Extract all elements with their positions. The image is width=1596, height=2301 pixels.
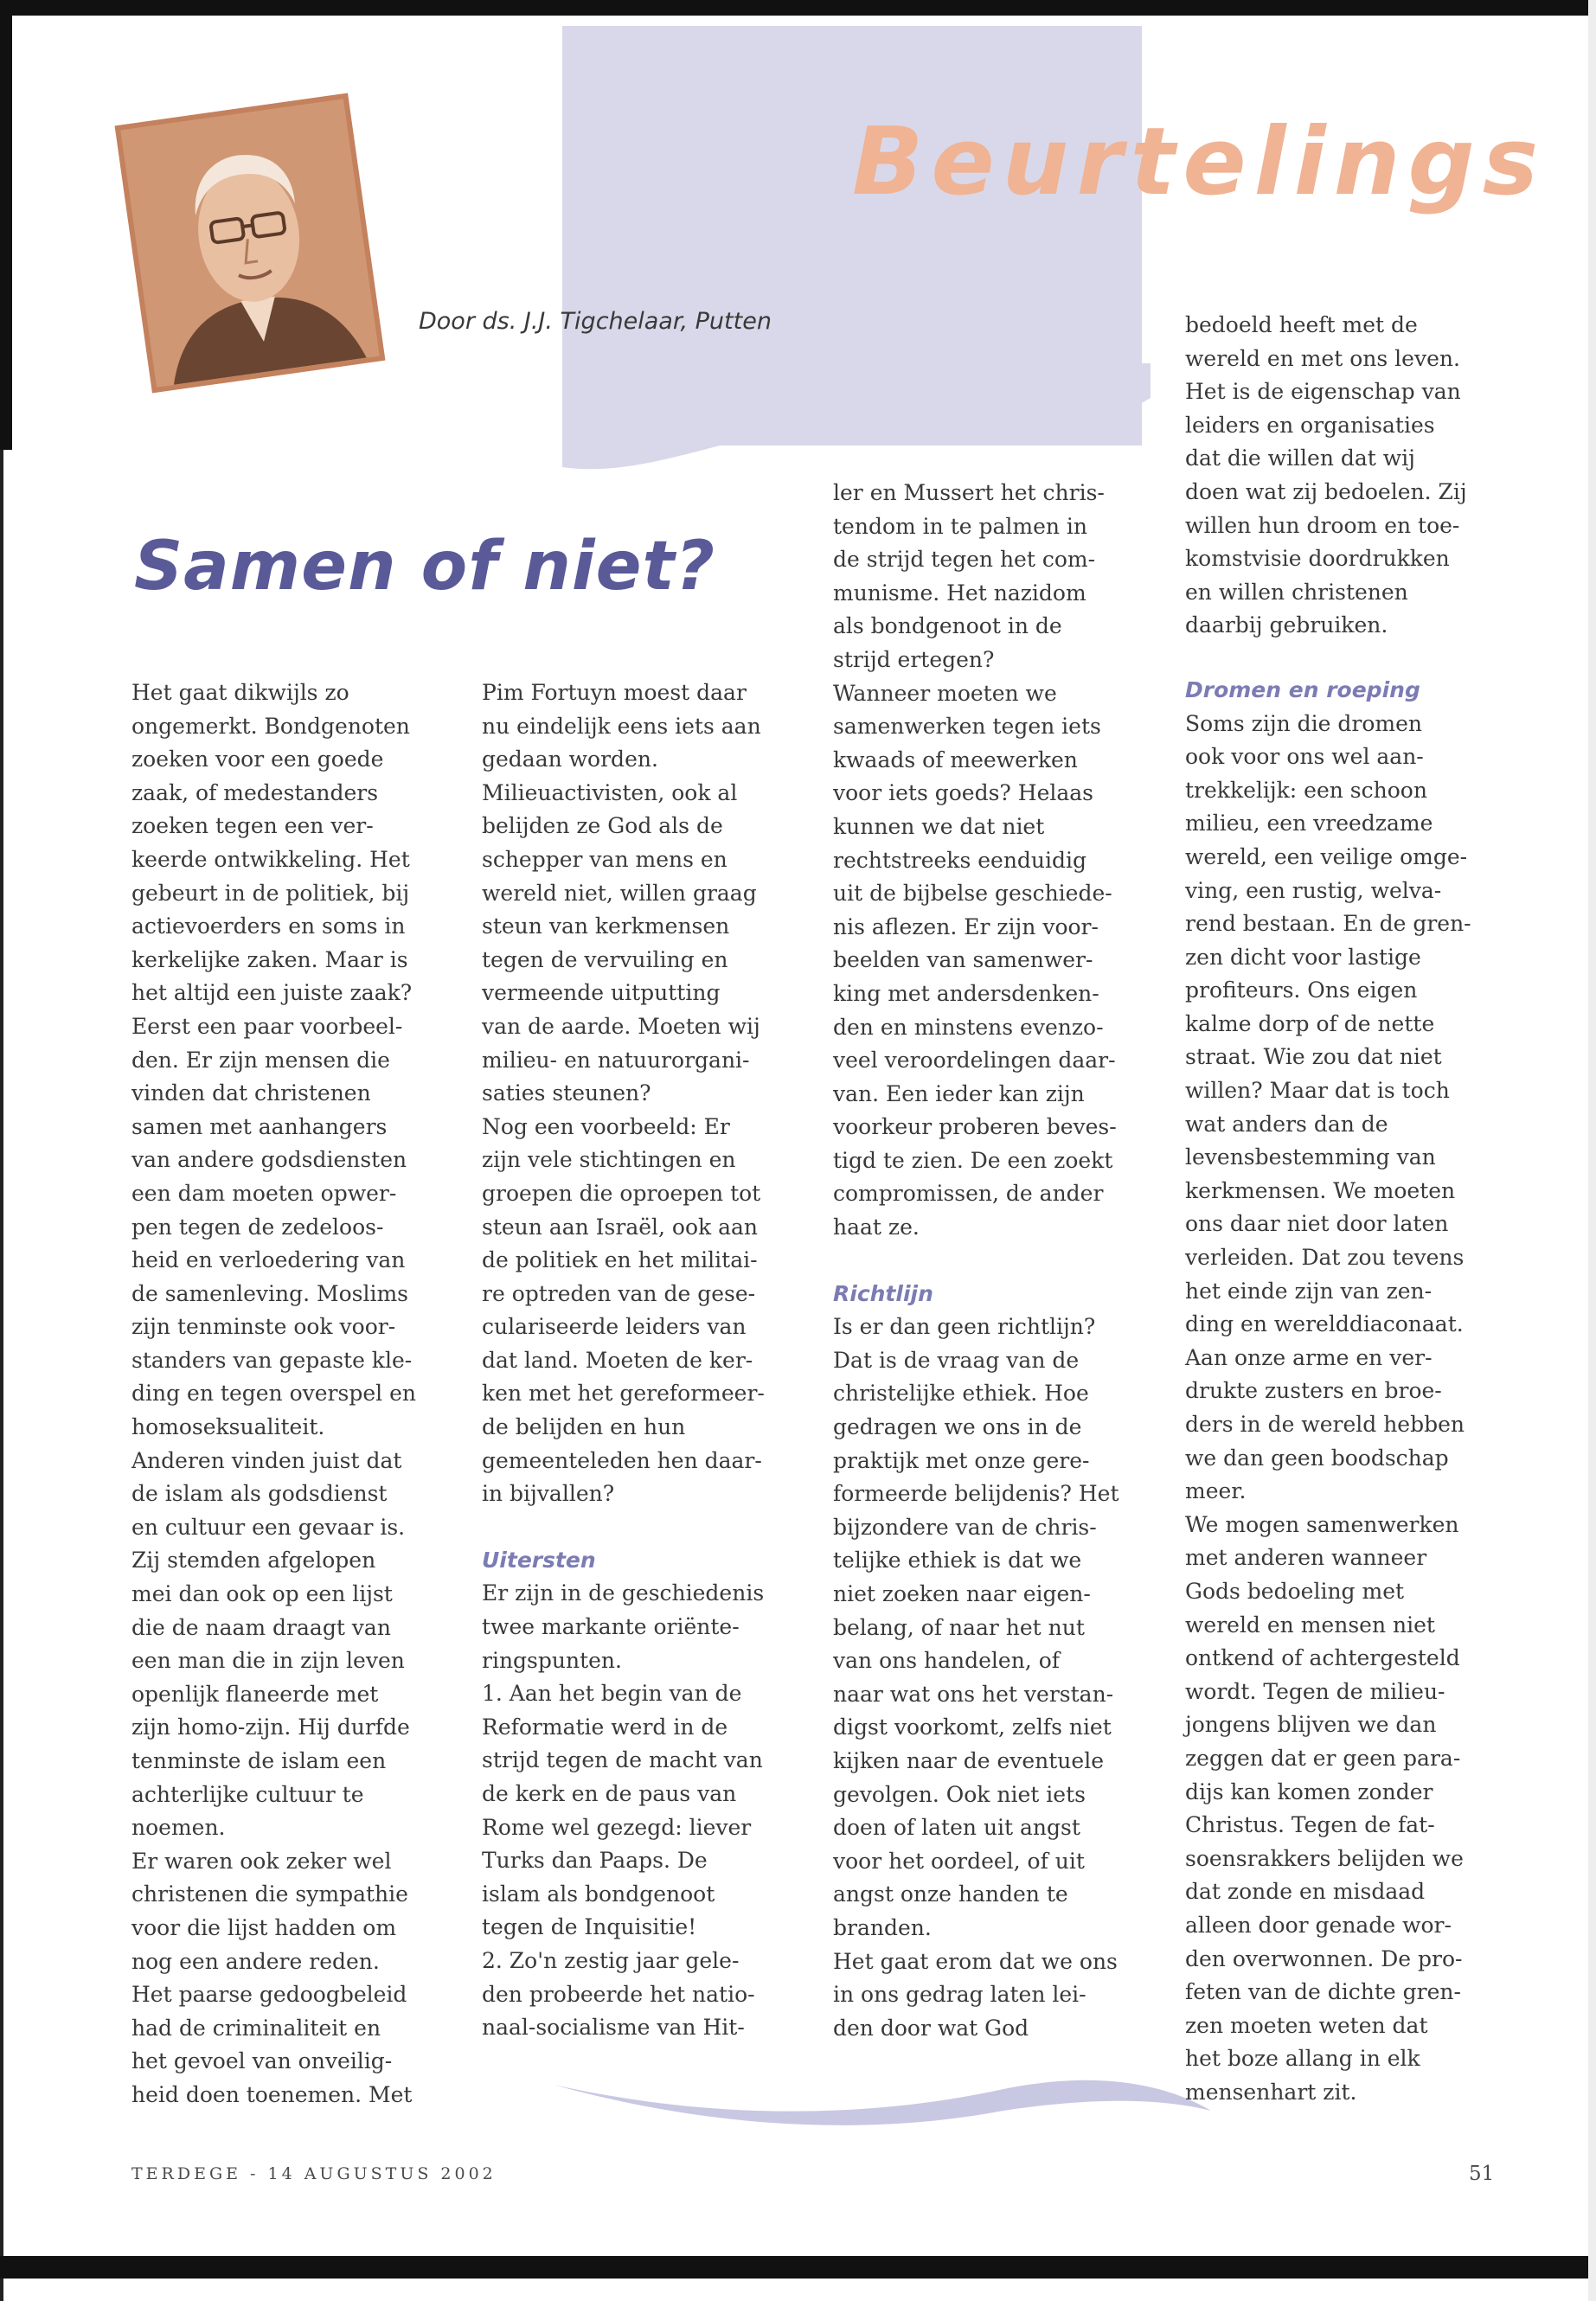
text-line: Soms zijn die dromen xyxy=(1185,710,1422,736)
text-line: Gods bedoeling met xyxy=(1185,1578,1405,1604)
text-line: den overwonnen. De pro- xyxy=(1185,1945,1463,1971)
text-line: gedragen we ons in de xyxy=(833,1414,1082,1440)
text-line: christenen die sympathie xyxy=(131,1881,408,1907)
text-line: jongens blijven we dan xyxy=(1185,1712,1437,1738)
text-line: keerde ontwikkeling. Het xyxy=(131,846,410,872)
text-line: met anderen wanneer xyxy=(1185,1545,1427,1571)
text-line: kwaads of meewerken xyxy=(833,747,1078,772)
text-line: voor iets goeds? Helaas xyxy=(833,780,1094,806)
text-line: compromissen, de ander xyxy=(833,1181,1104,1207)
text-line: zijn vele stichtingen en xyxy=(482,1147,736,1173)
text-line: Is er dan geen richtlijn? xyxy=(833,1314,1096,1340)
text-line: tegen de vervuiling en xyxy=(482,946,728,972)
column-2-body-continued xyxy=(482,1577,802,2044)
text-line: praktijk met onze gere- xyxy=(833,1447,1090,1473)
text-line: die de naam draagt van xyxy=(131,1614,391,1640)
text-line: steun aan Israël, ook aan xyxy=(482,1214,759,1240)
text-line: openlijk flaneerde met xyxy=(131,1681,379,1707)
text-line: en willen christenen xyxy=(1185,579,1408,605)
text-line: nog een andere reden. xyxy=(131,1948,380,1974)
column-3-body-continued xyxy=(833,1311,1153,2045)
text-line: kalme dorp of de nette xyxy=(1185,1010,1435,1036)
text-line: de kerk en de paus van xyxy=(482,1781,737,1806)
text-line: den en minstens evenzo- xyxy=(833,1014,1104,1040)
text-line: Nog een voorbeeld: Er xyxy=(482,1113,730,1139)
text-line: den probeerde het natio- xyxy=(482,1981,755,2007)
column-brand-title: Beurtelings xyxy=(852,108,1547,216)
text-line: dijs kan komen zonder xyxy=(1185,1779,1433,1804)
column-4-body xyxy=(1185,309,1505,643)
text-line: van de aarde. Moeten wij xyxy=(482,1013,760,1039)
text-line: feten van de dichte gren- xyxy=(1185,1979,1461,2005)
text-line: zoeken tegen een ver- xyxy=(131,813,374,839)
text-line: kerkelijke zaken. Maar is xyxy=(131,946,408,972)
text-line: had de criminaliteit en xyxy=(131,2015,381,2041)
text-line: voor die lijst hadden om xyxy=(131,1914,397,1940)
text-line: tendom in te palmen in xyxy=(833,513,1088,539)
text-line: het altijd een juiste zaak? xyxy=(131,980,413,1006)
text-line: van. Een ieder kan zijn xyxy=(833,1080,1085,1106)
scan-border-left xyxy=(0,0,12,450)
text-line: Turks dan Paaps. De xyxy=(482,1848,708,1874)
text-line: zen moeten weten dat xyxy=(1185,2012,1428,2038)
text-line: van ons handelen, of xyxy=(833,1648,1060,1674)
text-line: Er zijn in de geschiedenis xyxy=(482,1580,765,1606)
text-line: wereld en met ons leven. xyxy=(1185,345,1460,371)
text-line: soensrakkers belijden we xyxy=(1185,1845,1464,1871)
text-line: noemen. xyxy=(131,1815,226,1841)
text-line: culariseerde leiders van xyxy=(482,1314,747,1340)
text-line: bedoeld heeft met de xyxy=(1185,312,1418,337)
text-line: king met andersdenken- xyxy=(833,980,1099,1006)
text-line: belijden ze God als de xyxy=(482,813,723,839)
text-line: wereld, een veilige omge- xyxy=(1185,843,1468,869)
text-line: christelijke ethiek. Hoe xyxy=(833,1381,1089,1407)
text-line: milieu, een vreedzame xyxy=(1185,811,1433,836)
text-line: de samenleving. Moslims xyxy=(131,1280,408,1306)
text-line: naar wat ons het verstan- xyxy=(833,1681,1114,1707)
text-line: dat zonde en misdaad xyxy=(1185,1879,1426,1905)
text-line: 2. Zo'n zestig jaar gele- xyxy=(482,1947,740,1973)
text-line: en cultuur een gevaar is. xyxy=(131,1514,406,1540)
text-line: daarbij gebruiken. xyxy=(1185,612,1388,638)
text-line: Rome wel gezegd: liever xyxy=(482,1814,752,1840)
text-line: Reformatie werd in de xyxy=(482,1714,728,1740)
text-line: ding en werelddiaconaat. xyxy=(1185,1311,1464,1337)
text-line: alleen door genade wor- xyxy=(1185,1912,1452,1938)
text-line: munisme. Het nazidom xyxy=(833,580,1086,606)
text-line: wereld niet, willen graag xyxy=(482,880,757,906)
magazine-footer: TERDEGE - 14 AUGUSTUS 2002 xyxy=(131,2164,497,2183)
text-line: tenminste de islam een xyxy=(131,1748,387,1773)
text-line: Aan onze arme en ver- xyxy=(1185,1344,1433,1370)
text-line: 1. Aan het begin van de xyxy=(482,1681,742,1707)
text-line: strijd ertegen? xyxy=(833,646,995,672)
column-1-body xyxy=(131,676,452,2112)
text-line: trekkelijk: een schoon xyxy=(1185,777,1427,803)
text-line: Milieuactivisten, ook al xyxy=(482,779,738,805)
text-line: kunnen we dat niet xyxy=(833,813,1045,839)
text-line: ongemerkt. Bondgenoten xyxy=(131,713,410,739)
text-line: Het paarse gedoogbeleid xyxy=(131,1982,407,2008)
text-line: Het is de eigenschap van xyxy=(1185,379,1461,405)
text-line: wat anders dan de xyxy=(1185,1111,1388,1137)
text-line: ken met het gereformeer- xyxy=(482,1381,765,1407)
text-line: Dat is de vraag van de xyxy=(833,1347,1080,1373)
scan-border-bottom xyxy=(0,2256,1596,2279)
text-line: leiders en organisaties xyxy=(1185,412,1435,438)
text-line: willen hun droom en toe- xyxy=(1185,512,1460,538)
column-2-body xyxy=(482,676,802,1511)
text-line: haat ze. xyxy=(833,1215,920,1240)
text-line: rechtstreeks eenduidig xyxy=(833,847,1087,873)
text-line: rend bestaan. En de gren- xyxy=(1185,911,1471,937)
text-line: mei dan ook op een lijst xyxy=(131,1581,393,1607)
text-line: gebeurt in de politiek, bij xyxy=(131,880,410,906)
text-line: dat land. Moeten de ker- xyxy=(482,1347,753,1373)
text-line: ving, een rustig, welva- xyxy=(1185,877,1442,903)
text-line: uit de bijbelse geschiede- xyxy=(833,881,1112,907)
scan-border-right xyxy=(1588,0,1596,2301)
text-line: angst onze handen te xyxy=(833,1881,1068,1907)
text-line: branden. xyxy=(833,1914,932,1940)
scan-border-left-thin xyxy=(0,450,3,2301)
text-line: wereld en mensen niet xyxy=(1185,1612,1435,1638)
text-line: We mogen samenwerken xyxy=(1185,1511,1459,1537)
text-line: meer. xyxy=(1185,1478,1247,1504)
subheading-uitersten: Uitersten xyxy=(482,1547,596,1573)
text-line: dat die willen dat wij xyxy=(1185,445,1415,471)
scan-border-top xyxy=(0,0,1596,16)
text-line: we dan geen boodschap xyxy=(1185,1445,1449,1471)
text-line: Het gaat dikwijls zo xyxy=(131,680,349,705)
text-line: strijd tegen de macht van xyxy=(482,1747,763,1773)
text-line: het boze allang in elk xyxy=(1185,2046,1420,2072)
text-line: standers van gepaste kle- xyxy=(131,1347,413,1373)
text-line: den. Er zijn mensen die xyxy=(131,1047,390,1073)
portrait-image xyxy=(120,99,379,387)
article-column-4 xyxy=(1185,309,1505,2109)
text-line: samen met aanhangers xyxy=(131,1113,388,1139)
text-line: vermeende uitputting xyxy=(482,980,721,1006)
text-line: den door wat God xyxy=(833,2015,1029,2041)
text-line: Anderen vinden juist dat xyxy=(131,1447,402,1473)
lavender-wave-decoration xyxy=(554,363,1159,484)
text-line: wordt. Tegen de milieu- xyxy=(1185,1678,1445,1704)
text-line: Wanneer moeten we xyxy=(833,680,1057,706)
text-line: ook voor ons wel aan- xyxy=(1185,744,1424,770)
text-line: ons daar niet door laten xyxy=(1185,1211,1449,1237)
article-column-1 xyxy=(131,676,452,2112)
text-line: niet zoeken naar eigen- xyxy=(833,1581,1091,1606)
text-line: drukte zusters en broe- xyxy=(1185,1378,1442,1404)
text-line: steun van kerkmensen xyxy=(482,913,730,939)
text-line: doen wat zij bedoelen. Zij xyxy=(1185,478,1467,504)
author-byline: Door ds. J.J. Tigchelaar, Putten xyxy=(419,308,772,335)
text-line: voor het oordeel, of uit xyxy=(833,1848,1085,1874)
text-line: pen tegen de zedeloos- xyxy=(131,1214,384,1240)
subheading-dromen-en-roeping: Dromen en roeping xyxy=(1185,676,1420,702)
text-line: komstvisie doordrukken xyxy=(1185,546,1450,572)
text-line: zijn homo-zijn. Hij durfde xyxy=(131,1715,410,1740)
text-line: veel veroordelingen daar- xyxy=(833,1048,1116,1074)
text-line: zoeken voor een goede xyxy=(131,747,384,772)
text-line: de islam als godsdienst xyxy=(131,1481,388,1507)
text-line: als bondgenoot in de xyxy=(833,613,1062,639)
text-line: heid en verloedering van xyxy=(131,1247,406,1273)
text-line: schepper van mens en xyxy=(482,846,727,872)
text-line: doen of laten uit angst xyxy=(833,1815,1080,1841)
text-line: in ons gedrag laten lei- xyxy=(833,1982,1086,2008)
text-line: kijken naar de eventuele xyxy=(833,1747,1104,1773)
text-line: twee markante oriënte- xyxy=(482,1614,740,1640)
article-column-3 xyxy=(833,477,1153,2045)
text-line: beelden van samenwer- xyxy=(833,947,1093,973)
text-line: achterlijke cultuur te xyxy=(131,1781,364,1807)
text-line: zen dicht voor lastige xyxy=(1185,944,1421,970)
text-line: kerkmensen. We moeten xyxy=(1185,1177,1456,1203)
text-line: Eerst een paar voorbeel- xyxy=(131,1013,403,1039)
text-line: gevolgen. Ook niet iets xyxy=(833,1781,1086,1807)
text-line: digst voorkomt, zelfs niet xyxy=(833,1715,1112,1740)
text-line: zaak, of medestanders xyxy=(131,779,379,805)
text-line: Er waren ook zeker wel xyxy=(131,1848,392,1874)
text-line: tigd te zien. De een zoekt xyxy=(833,1147,1113,1173)
text-line: actievoerders en soms in xyxy=(131,913,406,939)
article-headline: Samen of niet? xyxy=(134,528,716,606)
text-line: de politiek en het militai- xyxy=(482,1247,758,1273)
text-line: belang, of naar het nut xyxy=(833,1614,1085,1640)
text-line: gemeenteleden hen daar- xyxy=(482,1447,762,1473)
text-line: ler en Mussert het chris- xyxy=(833,480,1105,505)
text-line: Christus. Tegen de fat- xyxy=(1185,1812,1435,1838)
article-column-2 xyxy=(482,676,802,2045)
page-number: 51 xyxy=(1469,2163,1495,2185)
text-line: Zij stemden afgelopen xyxy=(131,1548,376,1574)
text-line: levensbestemming van xyxy=(1185,1144,1436,1170)
text-line: vinden dat christenen xyxy=(131,1080,371,1106)
bottom-swoosh-decoration xyxy=(554,2059,1211,2145)
text-line: het einde zijn van zen- xyxy=(1185,1278,1433,1304)
text-line: mensenhart zit. xyxy=(1185,2079,1357,2105)
text-line: gedaan worden. xyxy=(482,747,658,772)
text-line: milieu- en natuurorgani- xyxy=(482,1047,750,1073)
text-line: telijke ethiek is dat we xyxy=(833,1548,1082,1574)
text-line: re optreden van de gese- xyxy=(482,1280,756,1306)
text-line: samenwerken tegen iets xyxy=(833,714,1101,740)
text-line: bijzondere van de chris- xyxy=(833,1514,1097,1540)
text-line: profiteurs. Ons eigen xyxy=(1185,977,1418,1003)
text-line: het gevoel van onveilig- xyxy=(131,2048,393,2074)
text-line: de belijden en hun xyxy=(482,1414,686,1440)
text-line: ding en tegen overspel en xyxy=(131,1381,416,1407)
text-line: zijn tenminste ook voor- xyxy=(131,1314,396,1340)
text-line: van andere godsdiensten xyxy=(131,1147,407,1173)
text-line: verleiden. Dat zou tevens xyxy=(1185,1245,1465,1271)
text-line: ringspunten. xyxy=(482,1647,622,1673)
text-line: straat. Wie zou dat niet xyxy=(1185,1044,1442,1070)
text-line: ontkend of achtergesteld xyxy=(1185,1645,1460,1671)
text-line: islam als bondgenoot xyxy=(482,1881,715,1907)
text-line: willen? Maar dat is toch xyxy=(1185,1078,1450,1104)
text-line: een dam moeten opwer- xyxy=(131,1180,397,1206)
text-line: voorkeur proberen beves- xyxy=(833,1114,1117,1140)
text-line: zeggen dat er geen para- xyxy=(1185,1745,1461,1771)
text-line: Pim Fortuyn moest daar xyxy=(482,680,747,705)
text-line: Het gaat erom dat we ons xyxy=(833,1948,1118,1974)
text-line: tegen de Inquisitie! xyxy=(482,1914,697,1940)
text-line: ders in de wereld hebben xyxy=(1185,1412,1465,1437)
text-line: formeerde belijdenis? Het xyxy=(833,1481,1119,1507)
author-portrait xyxy=(115,93,386,394)
text-line: homoseksualiteit. xyxy=(131,1414,325,1440)
text-line: de strijd tegen het com- xyxy=(833,547,1096,573)
text-line: nis aflezen. Er zijn voor- xyxy=(833,913,1099,939)
subheading-richtlijn: Richtlijn xyxy=(833,1280,933,1306)
text-line: in bijvallen? xyxy=(482,1481,615,1507)
text-line: heid doen toenemen. Met xyxy=(131,2081,413,2107)
column-3-body xyxy=(833,477,1153,1245)
text-line: groepen die oproepen tot xyxy=(482,1180,761,1206)
text-line: een man die in zijn leven xyxy=(131,1648,405,1674)
text-line: nu eindelijk eens iets aan xyxy=(482,713,761,739)
column-4-body-continued xyxy=(1185,708,1505,2110)
text-line: naal-socialisme van Hit- xyxy=(482,2015,745,2041)
text-line: saties steunen? xyxy=(482,1080,651,1106)
